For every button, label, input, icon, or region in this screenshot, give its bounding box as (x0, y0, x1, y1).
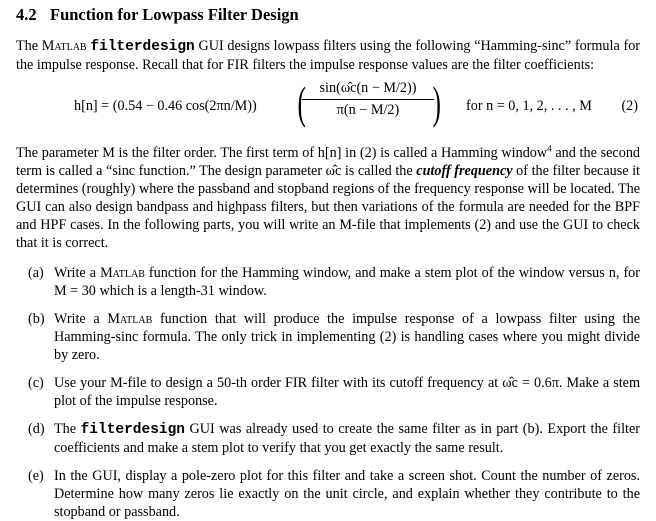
part-e-text: In the GUI, display a pole-zero plot for this filter and take a screen shot. Count the number of zeros. Determine how many zeros lie exactly on the unit circle, and explain whether they contribute to the stopband or passband. (54, 468, 640, 520)
para2-text-1: The parameter M is the filter order. The first term of h[n] in (2) is called a Hamming window (16, 145, 548, 161)
description-paragraph (16, 144, 640, 252)
part-a (16, 264, 640, 300)
footnote-marker: 4 (547, 143, 552, 154)
part-a-text-2: function for the Hamming window, and make a stem plot of the window versus n, for M = 30 which is a length-31 window. (54, 265, 640, 299)
matlab-name: Matlab (100, 265, 145, 281)
sinc-fraction (302, 80, 434, 119)
matlab-name: Matlab (41, 38, 87, 54)
part-c-text: Use your M-file to design a 50-th order FIR filter with its cutoff frequency at ω̂c = 0.6π. Make a stem plot of the impulse response. (54, 375, 640, 409)
intro-text-2: GUI designs lowpass filters using the following “Hamming-sinc” formula for the impulse response. Recall that for FIR filters the impulse response values are the filter coefficients: (16, 38, 641, 73)
part-label: (a) (28, 265, 44, 281)
exercise-parts (16, 264, 640, 521)
part-label: (d) (28, 421, 45, 437)
part-e (16, 467, 640, 521)
part-label: (e) (28, 468, 44, 484)
part-label: (c) (28, 375, 44, 391)
right-paren-icon: ) (432, 77, 441, 128)
section-heading (16, 5, 640, 25)
equation-lhs: h[n] = (0.54 − 0.46 cos(2πn/M)) (74, 98, 257, 114)
para2-text-3: of the filter because it determines (roughly) where the passband and stopband regions of the frequency response will be located. The GUI can also design bandpass and highpass filters, but then variations of the formula are needed for the BPF and HPF cases. In the following parts, you will write an M-file that implements (2) and use the GUI to check that it is correct. (16, 163, 640, 251)
part-b (16, 310, 640, 364)
part-a-text-1: Write a (54, 265, 101, 281)
filterdesign-code: filterdesign (90, 39, 195, 55)
fraction-numerator: sin(ω̂c(n − M/2)) (302, 80, 434, 100)
part-c (16, 374, 640, 410)
intro-paragraph (16, 37, 640, 74)
equation-condition: for n = 0, 1, 2, . . . , M (466, 98, 592, 114)
equation-2 (16, 78, 640, 136)
part-label: (b) (28, 311, 45, 327)
intro-text-1: The (16, 38, 42, 54)
part-b-text-1: Write a (54, 311, 108, 327)
part-b-text-2: function that will produce the impulse response of a lowpass filter using the Hamming-sinc formula. The only trick in implementing (2) is handling cases where you might divide by zero. (54, 311, 640, 363)
cutoff-frequency-term: cutoff frequency (416, 163, 513, 179)
part-d (16, 420, 640, 457)
equation-number: (2) (621, 98, 638, 114)
matlab-name: Matlab (107, 311, 153, 327)
part-d-text-2: GUI was already used to create the same filter as in part (b). Export the filter coefficients and make a stem plot to verify that you get exactly the same result. (54, 421, 640, 456)
filterdesign-code: filterdesign (80, 422, 186, 438)
part-d-text-1: The (54, 421, 81, 437)
left-paren-icon: ( (297, 77, 306, 128)
section-title: Function for Lowpass Filter Design (50, 5, 299, 24)
fraction-denominator: π(n − M/2) (336, 102, 400, 118)
para2-text-2: and the second term is called a “sinc function.” The design parameter ω̂c is called the (16, 145, 641, 179)
section-number: 4.2 (16, 5, 37, 24)
